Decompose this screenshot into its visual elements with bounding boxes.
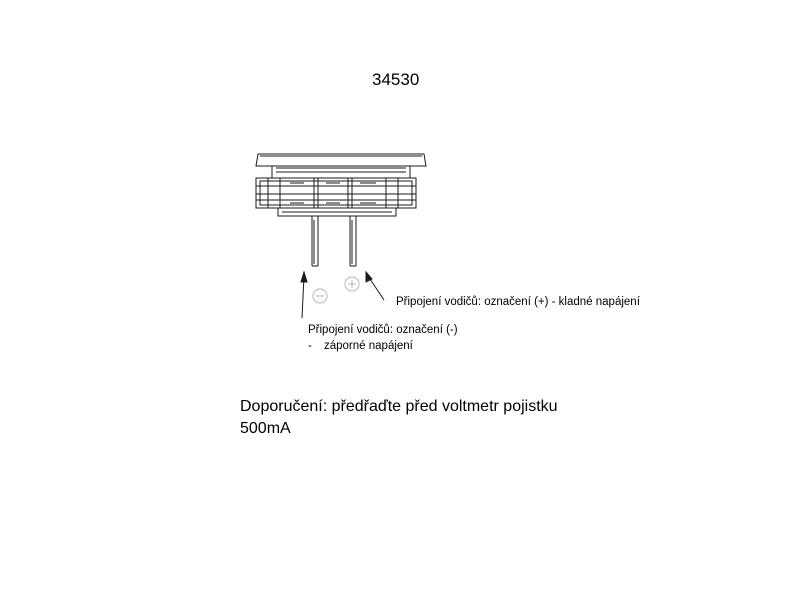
leader-line-plus [366, 272, 384, 300]
mounting-nut [256, 178, 416, 208]
housing-body [272, 166, 410, 178]
minus-symbol [313, 289, 327, 303]
recommendation-line2: 500mA [240, 420, 291, 437]
plus-symbol [345, 277, 359, 291]
terminal-pin-plus [350, 216, 356, 266]
minus-terminal-label-text: záporné napájení [324, 340, 413, 352]
minus-terminal-dash: - [308, 340, 312, 352]
plus-terminal-label: Připojení vodičů: označení (+) - kladné napájení [396, 296, 640, 308]
leader-line-minus [301, 272, 307, 318]
minus-terminal-label-line1: Připojení vodičů: označení (-) [308, 324, 458, 336]
back-washer [278, 208, 396, 216]
terminal-pin-minus [312, 216, 318, 266]
recommendation-line1: Doporučení: předřaďte před voltmetr pojistku [240, 398, 558, 415]
product-code-title: 34530 [372, 70, 420, 89]
minus-terminal-label-line2 [308, 338, 458, 354]
front-bezel [256, 154, 426, 166]
recommendation-note [240, 396, 600, 440]
minus-terminal-label [308, 322, 458, 354]
